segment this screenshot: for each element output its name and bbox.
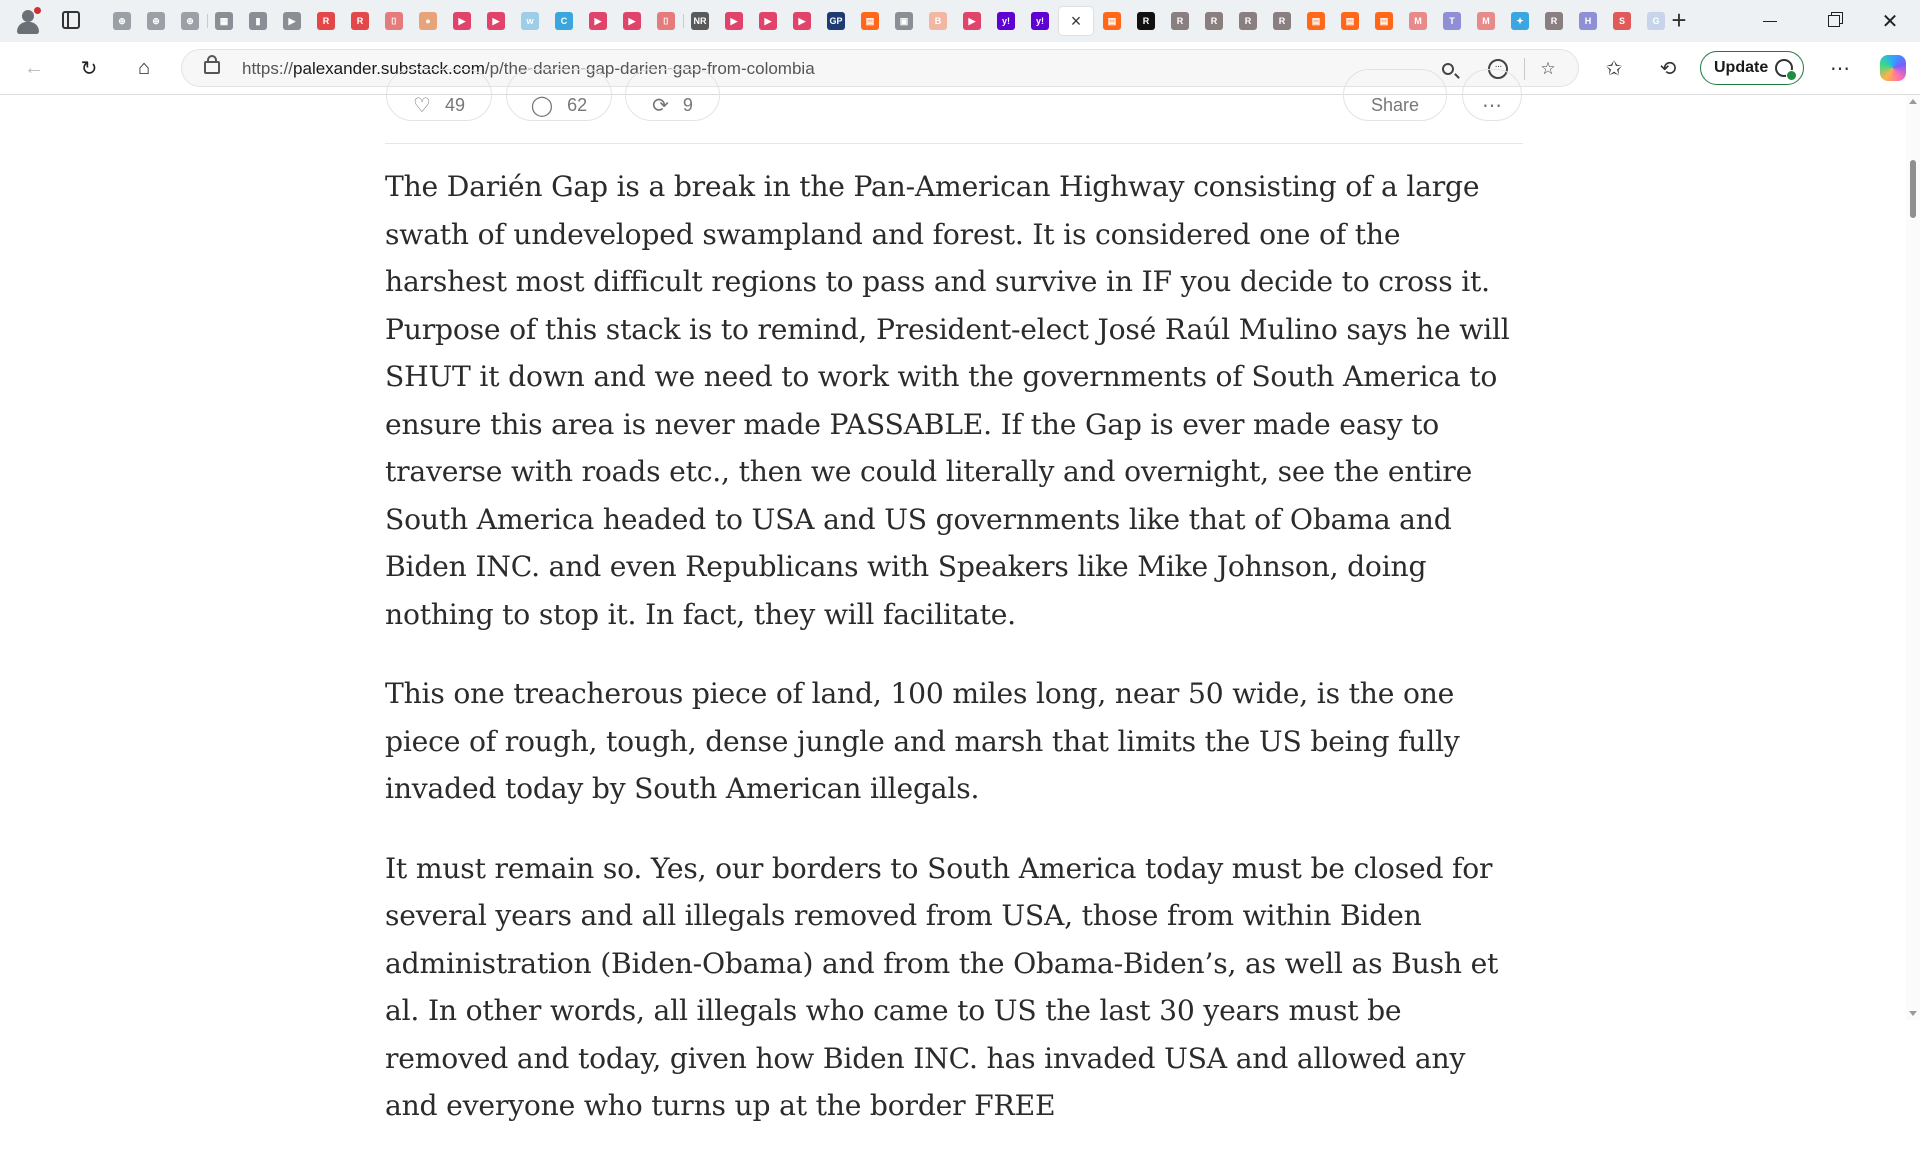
youtube-icon: ▶: [623, 12, 641, 30]
r-site-icon: R: [317, 12, 335, 30]
news-icon: ▦: [215, 12, 233, 30]
browser-tab[interactable]: [821, 7, 851, 35]
minimize-button[interactable]: [1746, 8, 1794, 34]
comment-button[interactable]: [506, 69, 612, 121]
address-bar-divider: [1524, 58, 1525, 80]
comment-icon: ◯: [530, 94, 554, 117]
scrollbar-thumb[interactable]: [1910, 160, 1916, 218]
url-host: palexander.substack.com: [293, 59, 485, 78]
youtube-icon: ▶: [963, 12, 981, 30]
browser-tab[interactable]: [311, 7, 341, 35]
refresh-button[interactable]: ↻: [80, 57, 98, 80]
browser-tab[interactable]: [345, 7, 375, 35]
page-content: [0, 94, 1920, 1122]
article-paragraph: It must remain so. Yes, our borders to South America today must be closed for several years and all illegals removed from USA, those from within Biden administration (Biden-Obama) and from the Obama-Biden’s, as well as Bush et al. In other words, all illegals who came to US the last 30 years must be removed and today, given how Biden INC. has invaded USA and allowed any and everyone who turns up at the border FREE: [385, 851, 1499, 1122]
close-window-button[interactable]: ✕: [1881, 10, 1899, 33]
browser-tab[interactable]: [243, 7, 273, 35]
scroll-up-icon[interactable]: [1909, 99, 1917, 104]
browser-tab[interactable]: [685, 7, 715, 35]
s-site-icon: S: [1613, 12, 1631, 30]
browser-tab[interactable]: [753, 7, 783, 35]
image-icon: ▣: [895, 12, 913, 30]
nr-site-icon: NR: [691, 12, 709, 30]
browser-tab[interactable]: [413, 7, 443, 35]
divider: [385, 143, 1523, 144]
heart-icon: ♡: [413, 94, 431, 117]
browser-tab[interactable]: [107, 7, 137, 35]
favorites-icon[interactable]: ✩: [1605, 57, 1623, 80]
w-site-icon: w: [521, 12, 539, 30]
like-button[interactable]: [386, 69, 492, 121]
url-path: /p/the-darien-gap-darien-gap-from-colombia: [484, 59, 815, 78]
browser-tab[interactable]: [787, 7, 817, 35]
browser-tab[interactable]: [1607, 7, 1637, 35]
browser-tab[interactable]: [1471, 7, 1501, 35]
lock-icon[interactable]: [204, 61, 220, 74]
browser-tab[interactable]: [1505, 7, 1535, 35]
reading-options-icon[interactable]: ···: [1487, 58, 1509, 80]
browser-tab[interactable]: [617, 7, 647, 35]
r-site-icon: R: [1137, 12, 1155, 30]
youtube-icon: ▶: [793, 12, 811, 30]
youtube-icon: ▶: [589, 12, 607, 30]
browser-tab[interactable]: [923, 7, 953, 35]
restack-icon: ⟳: [652, 94, 669, 117]
share-label: Share: [1370, 94, 1420, 115]
browser-tab[interactable]: [481, 7, 511, 35]
globe-icon: ⊕: [113, 12, 131, 30]
browser-tab[interactable]: [277, 7, 307, 35]
browser-tab[interactable]: [1131, 7, 1161, 35]
browser-tab[interactable]: [379, 7, 409, 35]
media-icon: ▶: [283, 12, 301, 30]
browser-tab[interactable]: [1025, 7, 1055, 35]
browser-tab[interactable]: [141, 7, 171, 35]
youtube-icon: ▶: [759, 12, 777, 30]
update-heart-icon: [1775, 59, 1793, 77]
back-button[interactable]: ←: [24, 56, 44, 79]
c-site-icon: C: [555, 12, 573, 30]
restack-button[interactable]: [625, 69, 720, 121]
browser-tab[interactable]: [1335, 7, 1365, 35]
restack-count: 9: [682, 94, 693, 115]
browser-toolbar: [0, 42, 1920, 95]
r-site-icon: R: [351, 12, 369, 30]
close-tab-icon[interactable]: ×: [1070, 10, 1082, 31]
comment-count: 62: [567, 94, 588, 115]
m-site-icon: M: [1409, 12, 1427, 30]
home-button[interactable]: ⌂: [137, 56, 151, 79]
pdf-icon: ⌷: [657, 12, 675, 30]
profile-avatar-icon[interactable]: [14, 7, 42, 35]
page-icon: ▮: [249, 12, 267, 30]
browser-tab[interactable]: [583, 7, 613, 35]
scroll-down-icon[interactable]: [1909, 1011, 1917, 1016]
browser-tab[interactable]: [1097, 7, 1127, 35]
substack-icon: ▤: [1341, 12, 1359, 30]
browser-tab[interactable]: [1199, 7, 1229, 35]
browser-tab[interactable]: [1573, 7, 1603, 35]
article-paragraph: This one treacherous piece of land, 100 miles long, near 50 wide, is the one piece of rough, tough, dense jungle and marsh that limits the US being fully invaded today by South American illegals.: [385, 677, 1460, 805]
circle-site-icon: ●: [419, 12, 437, 30]
r-site-icon: R: [1205, 12, 1223, 30]
browser-tab[interactable]: [1437, 7, 1467, 35]
yahoo-icon: y!: [1031, 12, 1049, 30]
active-tab[interactable]: [1059, 7, 1093, 35]
copilot-icon[interactable]: [1880, 55, 1906, 81]
browser-tab[interactable]: [549, 7, 579, 35]
globe-icon: ⊕: [181, 12, 199, 30]
t-site-icon: T: [1443, 12, 1461, 30]
new-tab-button[interactable]: +: [1671, 5, 1687, 35]
browser-tab[interactable]: [209, 7, 239, 35]
browser-tab[interactable]: [957, 7, 987, 35]
r-site-icon: R: [1239, 12, 1257, 30]
browser-tab[interactable]: [1165, 7, 1195, 35]
gp-site-icon: GP: [827, 12, 845, 30]
youtube-icon: ▶: [453, 12, 471, 30]
youtube-icon: ▶: [487, 12, 505, 30]
browser-tab[interactable]: [1539, 7, 1569, 35]
browser-tab[interactable]: [175, 7, 205, 35]
tab-strip: [0, 0, 1920, 42]
more-options-button[interactable]: [1462, 69, 1522, 121]
history-icon[interactable]: ⟲: [1659, 57, 1677, 80]
butterfly-icon: ✦: [1511, 12, 1529, 30]
like-count: 49: [444, 94, 465, 115]
tab-actions-menu-icon[interactable]: [62, 11, 80, 29]
browser-tab[interactable]: [1233, 7, 1263, 35]
r-site-icon: R: [1171, 12, 1189, 30]
r-site-icon: R: [1545, 12, 1563, 30]
restore-button[interactable]: [1810, 8, 1858, 34]
substack-icon: ▤: [1103, 12, 1121, 30]
r-site-icon: R: [1273, 12, 1291, 30]
browser-tab[interactable]: [991, 7, 1021, 35]
url-text[interactable]: https://palexander.substack.com/p/the-darien-gap-darien-gap-from-colombia: [242, 59, 815, 78]
more-icon: ⋯: [1482, 94, 1502, 117]
g-site-icon: G: [1647, 12, 1665, 30]
browser-tab[interactable]: [651, 7, 681, 35]
browser-tab[interactable]: [515, 7, 545, 35]
globe-icon: ⊕: [147, 12, 165, 30]
browser-tab[interactable]: [447, 7, 477, 35]
youtube-icon: ▶: [725, 12, 743, 30]
tab-list: [107, 7, 1675, 35]
browser-tab[interactable]: [889, 7, 919, 35]
update-button[interactable]: [1700, 51, 1804, 85]
article-body: [385, 163, 1525, 1162]
b-site-icon: B: [929, 12, 947, 30]
settings-more-icon[interactable]: ⋯: [1830, 57, 1850, 80]
browser-tab[interactable]: [1267, 7, 1297, 35]
substack-icon: ▤: [861, 12, 879, 30]
pdf-icon: ⌷: [385, 12, 403, 30]
yahoo-icon: y!: [997, 12, 1015, 30]
browser-tab[interactable]: [1403, 7, 1433, 35]
h-site-icon: H: [1579, 12, 1597, 30]
update-label: Update: [1714, 59, 1769, 76]
browser-tab[interactable]: [1301, 7, 1331, 35]
favorite-star-icon[interactable]: ☆: [1540, 59, 1556, 78]
browser-tab[interactable]: [855, 7, 885, 35]
article-paragraph: The Darién Gap is a break in the Pan-American Highway consisting of a large swath of undeveloped swampland and forest. It is considered one of the harshest most difficult regions to pass and survive in IF you decide to cross it. Purpose of this stack is to remind, President-elect José Raúl Mulino says he will SHUT it down and we need to work with the governments of South America to ensure this area is never made PASSABLE. If the Gap is ever made easy to traverse with roads etc., then we could literally and overnight, see the entire South America headed to USA and US governments like that of Obama and Biden INC. and even Republicans with Speakers like Mike Johnson, doing nothing to stop it. In fact, they will facilitate.: [385, 170, 1510, 631]
share-button[interactable]: [1343, 69, 1447, 121]
page-scrollbar[interactable]: [1906, 95, 1920, 1020]
browser-tab[interactable]: [1369, 7, 1399, 35]
substack-icon: ▤: [1375, 12, 1393, 30]
m-site-icon: M: [1477, 12, 1495, 30]
substack-icon: ▤: [1307, 12, 1325, 30]
browser-tab[interactable]: [719, 7, 749, 35]
